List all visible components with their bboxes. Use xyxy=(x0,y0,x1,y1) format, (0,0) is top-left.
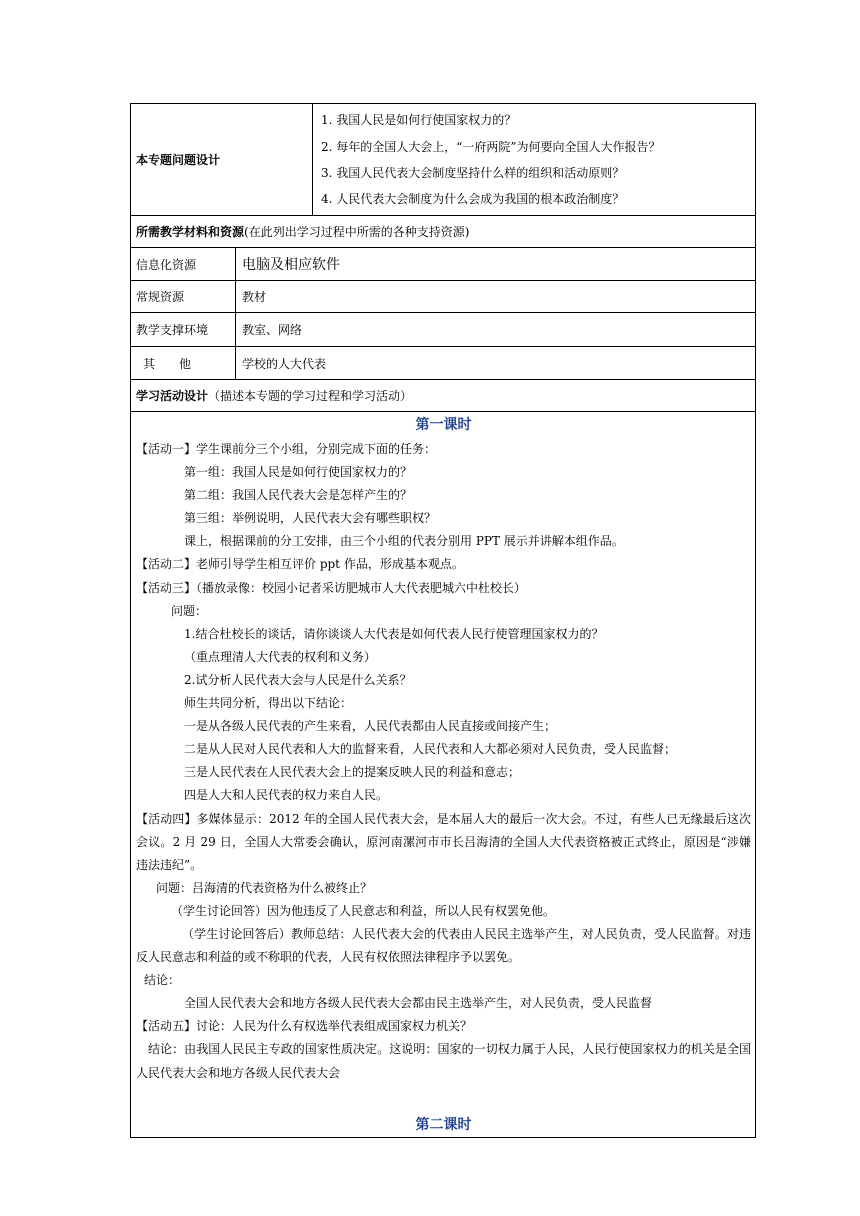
lesson-plan-table xyxy=(130,103,756,1138)
activity-paragraph: （重点理清人大代表的权利和义务） xyxy=(184,649,377,664)
materials-value: 电脑及相应软件 xyxy=(236,248,756,281)
activity-paragraph: 结论：由我国人民民主专政的国家性质决定。这说明：国家的一切权力属于人民，人民行使国家权力的机关是全国人民代表大会和地方各级人民代表大会 xyxy=(136,1042,752,1080)
activity-paragraph: 结论： xyxy=(144,973,181,988)
materials-row xyxy=(131,313,756,347)
activities-body-row xyxy=(131,412,756,1138)
lesson-plan-page xyxy=(130,103,755,1138)
activity-paragraph: 师生共同分析，得出以下结论： xyxy=(184,696,353,711)
materials-value: 教室、网络 xyxy=(236,313,756,347)
materials-label: 信息化资源 xyxy=(131,248,236,281)
activity-paragraph: 一是从各级人民代表的产生来看，人民代表都由人民直接或间接产生； xyxy=(184,719,557,734)
activity-paragraph: 2.试分析人民代表大会与人民是什么关系？ xyxy=(184,672,412,687)
activities-heading-row xyxy=(131,380,756,412)
materials-label: 常规资源 xyxy=(131,281,236,313)
activity-paragraph: 【活动四】多媒体显示：2012 年的全国人民代表大会，是本届人大的最后一次大会。不过，有些人已无缘最后这次会议。2 月 29 日，全国人大常委会确认，原河南漯河市市长吕海清的全国人大代表资格被正式终止，原因是“涉嫌违法违纪”。 xyxy=(136,811,752,872)
question-item: 3. 我国人民代表大会制度坚持什么样的组织和活动原则？ xyxy=(321,166,625,180)
lesson-2-title: 第二课时 xyxy=(415,1116,472,1133)
activity-paragraph: 【活动五】讨论：人民为什么有权选举代表组成国家权力机关？ xyxy=(136,1019,473,1034)
activity-paragraph: 【活动二】老师引导学生相互评价 ppt 作品，形成基本观点。 xyxy=(136,557,464,572)
materials-row xyxy=(131,248,756,281)
activities-body xyxy=(131,412,756,1138)
materials-heading-row xyxy=(131,216,756,248)
activity-paragraph: （学生讨论回答）因为他违反了人民意志和利益，所以人民有权罢免他。 xyxy=(171,903,556,918)
activity-paragraph: 问题：吕海清的代表资格为什么被终止？ xyxy=(156,880,373,895)
activity-paragraph: （学生讨论回答后）教师总结：人民代表大会的代表由人民民主选举产生，对人民负责，受人民监督。对违反人民意志和利益的或不称职的代表，人民有权依照法律程序予以罢免。 xyxy=(136,926,752,965)
activity-paragraph: 1.结合杜校长的谈话，请你谈谈人大代表是如何代表人民行使管理国家权力的？ xyxy=(184,626,604,641)
materials-row xyxy=(131,347,756,380)
activities-heading-note: （描述本专题的学习过程和学习活动） xyxy=(208,389,413,403)
materials-value: 学校的人大代表 xyxy=(236,347,756,380)
materials-value: 教材 xyxy=(236,281,756,313)
spacer xyxy=(136,1085,751,1113)
activity-paragraph: 第二组：我国人民代表大会是怎样产生的？ xyxy=(184,488,413,503)
activity-paragraph: 课上，根据课前的分工安排，由三个小组的代表分别用 PPT 展示并讲解本组作品。 xyxy=(184,534,624,549)
question-item: 4. 人民代表大会制度为什么会成为我国的根本政治制度？ xyxy=(321,192,625,206)
materials-heading: 所需教学材料和资源 xyxy=(136,225,245,239)
activities-heading: 学习活动设计 xyxy=(136,389,209,403)
activity-paragraph: 第三组：举例说明，人民代表大会有哪些职权？ xyxy=(184,511,437,526)
activity-paragraph: 四是人大和人民代表的权力来自人民。 xyxy=(184,788,389,803)
activity-paragraph: 三是人民代表在人民代表大会上的提案反映人民的利益和意志； xyxy=(184,765,521,780)
activity-paragraph: 【活动一】学生课前分三个小组，分别完成下面的任务： xyxy=(136,442,437,456)
question-item: 1. 我国人民是如何行使国家权力的？ xyxy=(321,113,517,127)
lesson-1-title: 第一课时 xyxy=(415,417,472,433)
activity-paragraph: 问题： xyxy=(171,603,208,618)
materials-label: 教学支撑环境 xyxy=(131,313,236,347)
questions-row xyxy=(131,104,756,216)
materials-heading-note: (在此列出学习过程中所需的各种支持资源) xyxy=(244,225,470,239)
questions-label: 本专题问题设计 xyxy=(131,104,313,216)
activity-paragraph: 第一组：我国人民是如何行使国家权力的？ xyxy=(184,465,413,480)
question-item: 2. 每年的全国人大会上，“一府两院”为何要向全国人大作报告？ xyxy=(321,140,661,154)
questions-list xyxy=(313,104,756,216)
materials-row xyxy=(131,281,756,313)
activity-paragraph: 二是从人民对人民代表和人大的监督来看，人民代表和人大都必须对人民负责，受人民监督； xyxy=(184,742,677,757)
materials-label: 其 他 xyxy=(131,347,236,380)
activity-paragraph: 【活动三】（播放录像：校园小记者采访肥城市人大代表肥城六中杜校长） xyxy=(136,580,527,595)
activity-paragraph: 全国人民代表大会和地方各级人民代表大会都由民主选举产生，对人民负责，受人民监督 xyxy=(184,996,653,1011)
